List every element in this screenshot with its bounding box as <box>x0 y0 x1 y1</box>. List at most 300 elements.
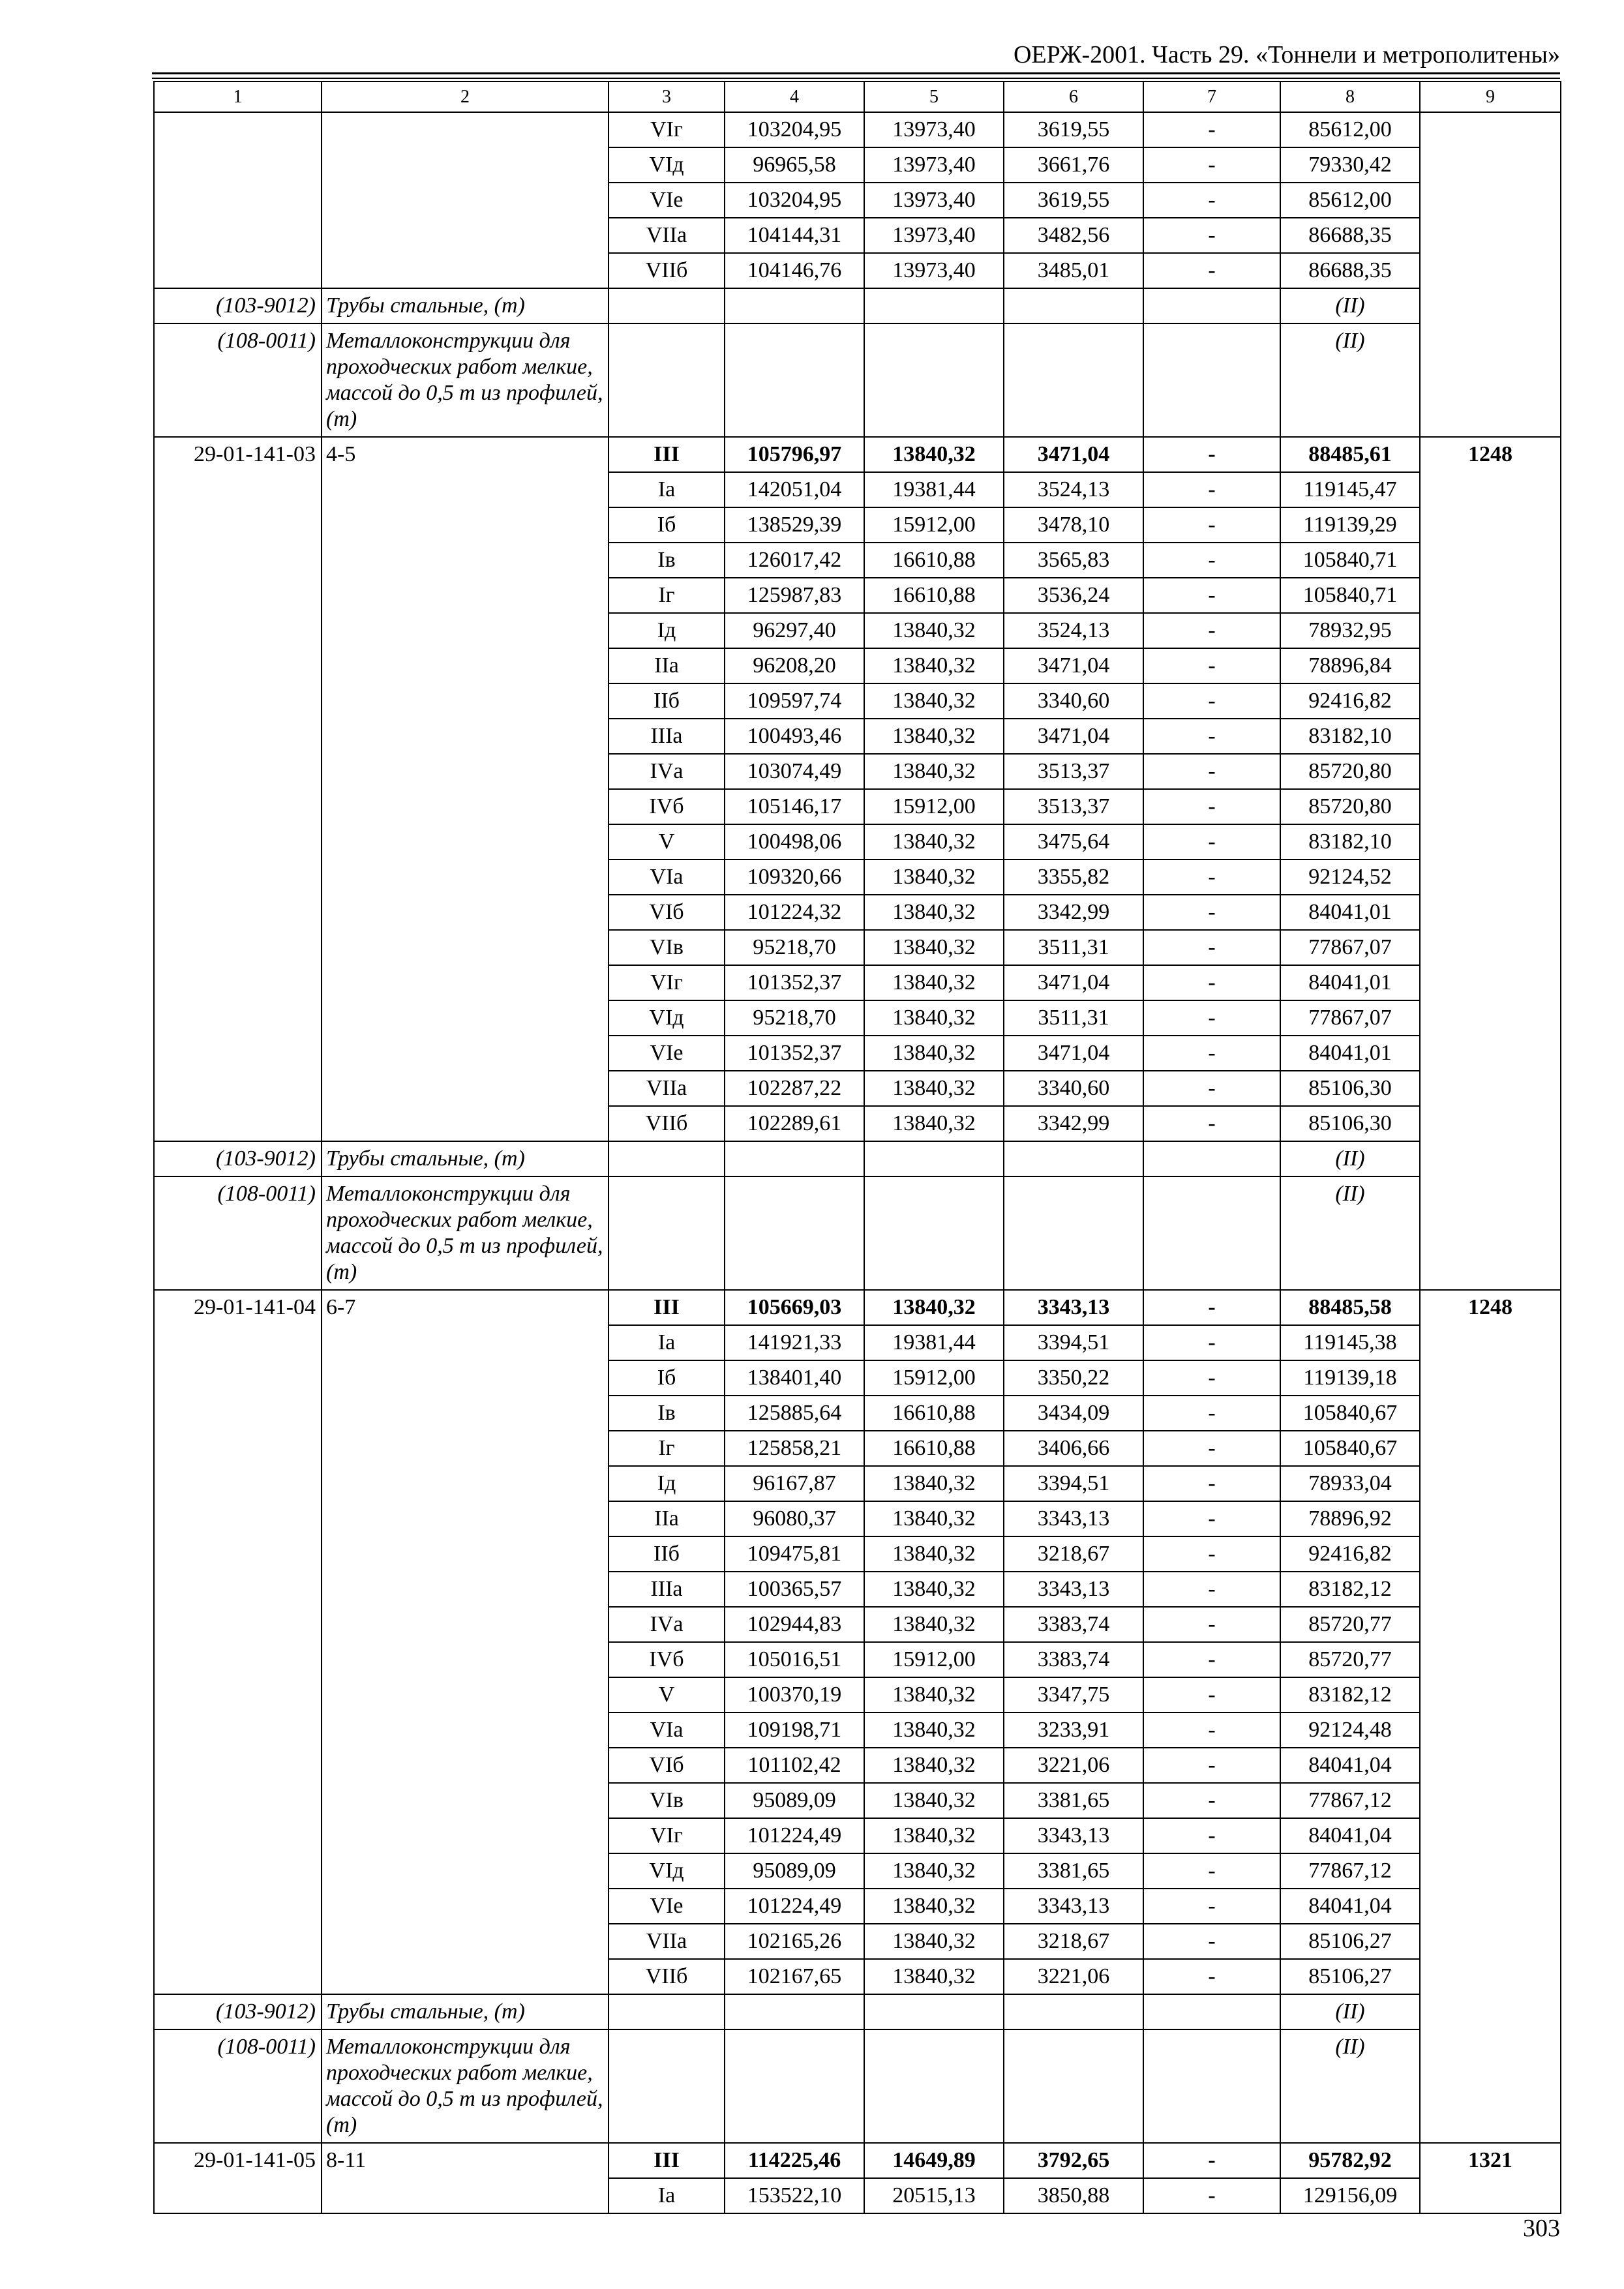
cell-c5: 13840,32 <box>864 1106 1004 1141</box>
cell-c8: 85720,77 <box>1280 1642 1420 1677</box>
cell-c5: 16610,88 <box>864 543 1004 578</box>
cell-c7: - <box>1143 1036 1280 1071</box>
cell-c8: 77867,12 <box>1280 1853 1420 1889</box>
column-number: 2 <box>322 82 609 112</box>
cell-c5: 13840,32 <box>864 1853 1004 1889</box>
cell-c3: V <box>609 824 725 860</box>
rate-code-cell: 29-01-141-05 <box>154 2143 322 2213</box>
cell-c5: 13840,32 <box>864 613 1004 648</box>
empty-cell <box>725 323 864 437</box>
cell-c6: 3343,13 <box>1004 1290 1143 1325</box>
cell-c5: 16610,88 <box>864 1396 1004 1431</box>
cell-c8: 86688,35 <box>1280 253 1420 288</box>
cell-c6: 3511,31 <box>1004 930 1143 965</box>
cell-c7: - <box>1143 472 1280 507</box>
cell-c3: VIг <box>609 965 725 1000</box>
cell-c5: 13840,32 <box>864 1959 1004 1994</box>
cell-c6: 3340,60 <box>1004 683 1143 719</box>
cell-c7: - <box>1143 1889 1280 1924</box>
cell-c8: 78896,84 <box>1280 648 1420 683</box>
cell-c4: 101224,49 <box>725 1818 864 1853</box>
cell-c4: 109475,81 <box>725 1536 864 1572</box>
header-rule-thin <box>152 78 1560 79</box>
material-col8: (II) <box>1280 1176 1420 1290</box>
cell-c5: 13840,32 <box>864 930 1004 965</box>
empty-cell <box>609 323 725 437</box>
cell-c5: 13840,32 <box>864 648 1004 683</box>
cell-c8: 79330,42 <box>1280 147 1420 183</box>
cell-c4: 142051,04 <box>725 472 864 507</box>
cell-c6: 3471,04 <box>1004 1036 1143 1071</box>
cell-c5: 13840,32 <box>864 1748 1004 1783</box>
cell-c7: - <box>1143 1642 1280 1677</box>
cell-c8: 78933,04 <box>1280 1466 1420 1501</box>
cell-c7: - <box>1143 1959 1280 1994</box>
cell-c5: 13840,32 <box>864 1818 1004 1853</box>
cell-c6: 3850,88 <box>1004 2178 1143 2213</box>
cell-c6: 3471,04 <box>1004 965 1143 1000</box>
cell-c6: 3513,37 <box>1004 754 1143 789</box>
cell-c8: 85720,80 <box>1280 789 1420 824</box>
material-name: Трубы стальные, (т) <box>322 288 609 323</box>
cell-c3: IVб <box>609 789 725 824</box>
column-number: 1 <box>154 82 322 112</box>
page-number: 303 <box>1523 2215 1560 2242</box>
cell-c8: 77867,07 <box>1280 930 1420 965</box>
cell-c5: 13840,32 <box>864 1572 1004 1607</box>
cell-c3: VIе <box>609 183 725 218</box>
empty-cell <box>1143 2029 1280 2143</box>
cell-c4: 109320,66 <box>725 860 864 895</box>
cell-c4: 102165,26 <box>725 1924 864 1959</box>
cell-c4: 101224,49 <box>725 1889 864 1924</box>
cell-c3: Iв <box>609 1396 725 1431</box>
cell-c5: 15912,00 <box>864 789 1004 824</box>
cell-c8: 83182,10 <box>1280 719 1420 754</box>
cell-c3: VIIа <box>609 1071 725 1106</box>
cell-c6: 3350,22 <box>1004 1360 1143 1396</box>
cell-c4: 103204,95 <box>725 183 864 218</box>
cell-c7: - <box>1143 683 1280 719</box>
cell-c7: - <box>1143 1677 1280 1713</box>
col9-cell: 1248 <box>1420 437 1561 1290</box>
cell-c3: IIIа <box>609 1572 725 1607</box>
rate-name-cell: 8-11 <box>322 2143 609 2213</box>
cell-c5: 13840,32 <box>864 683 1004 719</box>
cell-c3: III <box>609 1290 725 1325</box>
cell-c8: 92416,82 <box>1280 1536 1420 1572</box>
cell-c4: 102944,83 <box>725 1607 864 1642</box>
cell-c5: 19381,44 <box>864 472 1004 507</box>
cell-c6: 3342,99 <box>1004 895 1143 930</box>
cell-c3: VIг <box>609 112 725 147</box>
cell-c4: 103074,49 <box>725 754 864 789</box>
cell-c6: 3475,64 <box>1004 824 1143 860</box>
cell-c3: Iа <box>609 2178 725 2213</box>
column-number: 5 <box>864 82 1004 112</box>
material-code: (108-0011) <box>154 2029 322 2143</box>
cell-c8: 77867,07 <box>1280 1000 1420 1036</box>
cell-c3: Iд <box>609 1466 725 1501</box>
cell-c4: 109597,74 <box>725 683 864 719</box>
cell-c8: 84041,01 <box>1280 895 1420 930</box>
cell-c6: 3394,51 <box>1004 1325 1143 1360</box>
cell-c4: 102167,65 <box>725 1959 864 1994</box>
cell-c5: 13973,40 <box>864 112 1004 147</box>
cell-c4: 95218,70 <box>725 1000 864 1036</box>
cell-c8: 105840,67 <box>1280 1396 1420 1431</box>
rate-name-cell <box>322 112 609 288</box>
cell-c8: 85720,77 <box>1280 1607 1420 1642</box>
cell-c6: 3661,76 <box>1004 147 1143 183</box>
cell-c7: - <box>1143 2143 1280 2178</box>
cell-c6: 3343,13 <box>1004 1818 1143 1853</box>
cell-c4: 95218,70 <box>725 930 864 965</box>
column-number: 9 <box>1420 82 1561 112</box>
empty-cell <box>864 323 1004 437</box>
cell-c5: 13840,32 <box>864 1000 1004 1036</box>
cell-c4: 138529,39 <box>725 507 864 543</box>
material-note-row <box>154 1176 1561 1290</box>
cell-c4: 114225,46 <box>725 2143 864 2178</box>
cell-c6: 3406,66 <box>1004 1431 1143 1466</box>
cell-c3: Iа <box>609 472 725 507</box>
cell-c5: 13840,32 <box>864 1783 1004 1818</box>
cell-c4: 96080,37 <box>725 1501 864 1536</box>
empty-cell <box>725 2029 864 2143</box>
cell-c6: 3343,13 <box>1004 1572 1143 1607</box>
cell-c8: 83182,10 <box>1280 824 1420 860</box>
cell-c8: 84041,01 <box>1280 1036 1420 1071</box>
table-row <box>154 112 1561 147</box>
cell-c8: 105840,67 <box>1280 1431 1420 1466</box>
material-name: Металлоконструкции для проходческих работ мелкие, массой до 0,5 т из профилей, (т) <box>322 2029 609 2143</box>
cell-c5: 13840,32 <box>864 1924 1004 1959</box>
cell-c8: 88485,61 <box>1280 437 1420 472</box>
cell-c6: 3394,51 <box>1004 1466 1143 1501</box>
empty-cell <box>1004 1141 1143 1176</box>
table-row <box>154 2143 1561 2178</box>
cell-c5: 13840,32 <box>864 1290 1004 1325</box>
cell-c4: 96297,40 <box>725 613 864 648</box>
cell-c4: 95089,09 <box>725 1783 864 1818</box>
cell-c6: 3471,04 <box>1004 719 1143 754</box>
empty-cell <box>1143 1141 1280 1176</box>
cell-c7: - <box>1143 895 1280 930</box>
cell-c5: 13973,40 <box>864 147 1004 183</box>
cell-c3: Iа <box>609 1325 725 1360</box>
cell-c5: 13973,40 <box>864 253 1004 288</box>
table-row <box>154 1290 1561 1325</box>
cell-c6: 3482,56 <box>1004 218 1143 253</box>
cell-c6: 3381,65 <box>1004 1853 1143 1889</box>
cell-c6: 3513,37 <box>1004 789 1143 824</box>
table-row <box>154 437 1561 472</box>
cell-c7: - <box>1143 1924 1280 1959</box>
material-name: Металлоконструкции для проходческих работ мелкие, массой до 0,5 т из профилей, (т) <box>322 1176 609 1290</box>
cell-c6: 3511,31 <box>1004 1000 1143 1036</box>
cell-c4: 101102,42 <box>725 1748 864 1783</box>
header-rule <box>152 72 1560 74</box>
cell-c5: 13840,32 <box>864 895 1004 930</box>
cell-c4: 95089,09 <box>725 1853 864 1889</box>
cell-c5: 13840,32 <box>864 1889 1004 1924</box>
empty-cell <box>725 288 864 323</box>
cell-c7: - <box>1143 1431 1280 1466</box>
cell-c7: - <box>1143 1818 1280 1853</box>
cell-c8: 83182,12 <box>1280 1677 1420 1713</box>
cell-c6: 3218,67 <box>1004 1536 1143 1572</box>
material-col8: (II) <box>1280 1994 1420 2029</box>
empty-cell <box>1004 2029 1143 2143</box>
cell-c6: 3383,74 <box>1004 1607 1143 1642</box>
cell-c4: 103204,95 <box>725 112 864 147</box>
empty-cell <box>1143 288 1280 323</box>
price-table <box>153 81 1561 2214</box>
material-col8: (II) <box>1280 1141 1420 1176</box>
column-number: 7 <box>1143 82 1280 112</box>
cell-c8: 92416,82 <box>1280 683 1420 719</box>
cell-c5: 20515,13 <box>864 2178 1004 2213</box>
empty-cell <box>1143 1176 1280 1290</box>
cell-c8: 92124,48 <box>1280 1713 1420 1748</box>
cell-c7: - <box>1143 578 1280 613</box>
cell-c8: 88485,58 <box>1280 1290 1420 1325</box>
cell-c6: 3340,60 <box>1004 1071 1143 1106</box>
cell-c7: - <box>1143 930 1280 965</box>
cell-c3: VIIа <box>609 1924 725 1959</box>
cell-c7: - <box>1143 1106 1280 1141</box>
cell-c3: VIе <box>609 1036 725 1071</box>
cell-c8: 78896,92 <box>1280 1501 1420 1536</box>
cell-c6: 3471,04 <box>1004 437 1143 472</box>
cell-c4: 101352,37 <box>725 965 864 1000</box>
cell-c6: 3381,65 <box>1004 1783 1143 1818</box>
material-col8: (II) <box>1280 323 1420 437</box>
empty-cell <box>609 2029 725 2143</box>
cell-c6: 3619,55 <box>1004 183 1143 218</box>
column-number: 6 <box>1004 82 1143 112</box>
cell-c6: 3565,83 <box>1004 543 1143 578</box>
cell-c4: 96965,58 <box>725 147 864 183</box>
cell-c4: 100498,06 <box>725 824 864 860</box>
cell-c3: Iг <box>609 578 725 613</box>
column-number-row <box>154 82 1561 112</box>
material-code: (103-9012) <box>154 1141 322 1176</box>
cell-c7: - <box>1143 754 1280 789</box>
cell-c5: 13973,40 <box>864 218 1004 253</box>
cell-c5: 13840,32 <box>864 860 1004 895</box>
cell-c3: VIб <box>609 895 725 930</box>
cell-c5: 16610,88 <box>864 578 1004 613</box>
cell-c7: - <box>1143 860 1280 895</box>
cell-c6: 3343,13 <box>1004 1889 1143 1924</box>
empty-cell <box>725 1176 864 1290</box>
empty-cell <box>864 2029 1004 2143</box>
cell-c4: 101352,37 <box>725 1036 864 1071</box>
cell-c8: 119139,29 <box>1280 507 1420 543</box>
cell-c3: VIв <box>609 1783 725 1818</box>
cell-c8: 92124,52 <box>1280 860 1420 895</box>
cell-c5: 13840,32 <box>864 1677 1004 1713</box>
column-number: 8 <box>1280 82 1420 112</box>
cell-c5: 13973,40 <box>864 183 1004 218</box>
cell-c3: VIа <box>609 1713 725 1748</box>
cell-c8: 105840,71 <box>1280 543 1420 578</box>
cell-c7: - <box>1143 719 1280 754</box>
cell-c3: IVа <box>609 754 725 789</box>
material-col8: (II) <box>1280 2029 1420 2143</box>
cell-c3: Iд <box>609 613 725 648</box>
cell-c8: 85106,30 <box>1280 1106 1420 1141</box>
cell-c5: 14649,89 <box>864 2143 1004 2178</box>
cell-c5: 13840,32 <box>864 1536 1004 1572</box>
empty-cell <box>1143 1994 1280 2029</box>
col9-cell: 1321 <box>1420 2143 1561 2213</box>
cell-c4: 109198,71 <box>725 1713 864 1748</box>
cell-c3: IIб <box>609 1536 725 1572</box>
cell-c7: - <box>1143 1501 1280 1536</box>
rate-code-cell: 29-01-141-04 <box>154 1290 322 1994</box>
cell-c3: IIа <box>609 1501 725 1536</box>
cell-c7: - <box>1143 1325 1280 1360</box>
column-number: 4 <box>725 82 864 112</box>
cell-c7: - <box>1143 1853 1280 1889</box>
cell-c4: 125885,64 <box>725 1396 864 1431</box>
cell-c3: IVб <box>609 1642 725 1677</box>
cell-c4: 141921,33 <box>725 1325 864 1360</box>
cell-c3: V <box>609 1677 725 1713</box>
cell-c5: 13840,32 <box>864 1713 1004 1748</box>
cell-c6: 3524,13 <box>1004 472 1143 507</box>
cell-c3: VIе <box>609 1889 725 1924</box>
empty-cell <box>1004 1176 1143 1290</box>
cell-c6: 3355,82 <box>1004 860 1143 895</box>
cell-c3: Iб <box>609 507 725 543</box>
cell-c6: 3619,55 <box>1004 112 1143 147</box>
cell-c5: 13840,32 <box>864 437 1004 472</box>
cell-c8: 85612,00 <box>1280 183 1420 218</box>
cell-c8: 84041,04 <box>1280 1748 1420 1783</box>
cell-c5: 13840,32 <box>864 754 1004 789</box>
cell-c7: - <box>1143 1536 1280 1572</box>
cell-c8: 85612,00 <box>1280 112 1420 147</box>
cell-c3: IIа <box>609 648 725 683</box>
cell-c7: - <box>1143 147 1280 183</box>
cell-c5: 13840,32 <box>864 1071 1004 1106</box>
cell-c6: 3792,65 <box>1004 2143 1143 2178</box>
cell-c8: 77867,12 <box>1280 1783 1420 1818</box>
empty-cell <box>864 1176 1004 1290</box>
cell-c3: VIб <box>609 1748 725 1783</box>
cell-c4: 138401,40 <box>725 1360 864 1396</box>
cell-c8: 129156,09 <box>1280 2178 1420 2213</box>
material-note-row <box>154 1141 1561 1176</box>
cell-c7: - <box>1143 1607 1280 1642</box>
empty-cell <box>725 1141 864 1176</box>
cell-c3: VIIб <box>609 253 725 288</box>
cell-c8: 95782,92 <box>1280 2143 1420 2178</box>
cell-c7: - <box>1143 543 1280 578</box>
empty-cell <box>609 1141 725 1176</box>
cell-c7: - <box>1143 1748 1280 1783</box>
cell-c5: 15912,00 <box>864 1360 1004 1396</box>
material-name: Металлоконструкции для проходческих работ мелкие, массой до 0,5 т из профилей, (т) <box>322 323 609 437</box>
cell-c3: Iг <box>609 1431 725 1466</box>
cell-c3: VIг <box>609 1818 725 1853</box>
cell-c3: VIIб <box>609 1959 725 1994</box>
cell-c6: 3536,24 <box>1004 578 1143 613</box>
cell-c4: 125987,83 <box>725 578 864 613</box>
cell-c6: 3343,13 <box>1004 1501 1143 1536</box>
col9-cell: 1248 <box>1420 1290 1561 2143</box>
cell-c8: 85106,30 <box>1280 1071 1420 1106</box>
cell-c5: 13840,32 <box>864 965 1004 1000</box>
cell-c6: 3233,91 <box>1004 1713 1143 1748</box>
cell-c4: 125858,21 <box>725 1431 864 1466</box>
cell-c7: - <box>1143 1071 1280 1106</box>
cell-c6: 3485,01 <box>1004 253 1143 288</box>
empty-cell <box>864 288 1004 323</box>
cell-c8: 84041,01 <box>1280 965 1420 1000</box>
cell-c5: 13840,32 <box>864 824 1004 860</box>
cell-c7: - <box>1143 507 1280 543</box>
material-code: (103-9012) <box>154 1994 322 2029</box>
cell-c4: 105669,03 <box>725 1290 864 1325</box>
material-note-row <box>154 323 1561 437</box>
cell-c4: 126017,42 <box>725 543 864 578</box>
cell-c7: - <box>1143 1572 1280 1607</box>
cell-c4: 101224,32 <box>725 895 864 930</box>
cell-c7: - <box>1143 1466 1280 1501</box>
cell-c4: 153522,10 <box>725 2178 864 2213</box>
empty-cell <box>1004 1994 1143 2029</box>
cell-c6: 3471,04 <box>1004 648 1143 683</box>
cell-c3: VIIб <box>609 1106 725 1141</box>
material-code: (108-0011) <box>154 1176 322 1290</box>
cell-c3: VIIа <box>609 218 725 253</box>
cell-c7: - <box>1143 2178 1280 2213</box>
cell-c3: IVа <box>609 1607 725 1642</box>
cell-c8: 86688,35 <box>1280 218 1420 253</box>
page-header-title: ОЕРЖ-2001. Часть 29. «Тоннели и метрополитены» <box>1013 41 1560 68</box>
cell-c3: III <box>609 437 725 472</box>
empty-cell <box>1004 288 1143 323</box>
cell-c7: - <box>1143 613 1280 648</box>
cell-c3: III <box>609 2143 725 2178</box>
cell-c7: - <box>1143 183 1280 218</box>
cell-c6: 3347,75 <box>1004 1677 1143 1713</box>
material-col8: (II) <box>1280 288 1420 323</box>
cell-c7: - <box>1143 1396 1280 1431</box>
cell-c7: - <box>1143 789 1280 824</box>
cell-c6: 3524,13 <box>1004 613 1143 648</box>
material-name: Трубы стальные, (т) <box>322 1994 609 2029</box>
cell-c4: 104146,76 <box>725 253 864 288</box>
col9-cell <box>1420 112 1561 437</box>
cell-c3: VIд <box>609 147 725 183</box>
cell-c7: - <box>1143 648 1280 683</box>
cell-c6: 3342,99 <box>1004 1106 1143 1141</box>
material-code: (103-9012) <box>154 288 322 323</box>
cell-c7: - <box>1143 1360 1280 1396</box>
cell-c4: 102289,61 <box>725 1106 864 1141</box>
cell-c3: VIа <box>609 860 725 895</box>
empty-cell <box>609 288 725 323</box>
cell-c8: 85106,27 <box>1280 1959 1420 1994</box>
cell-c8: 119145,47 <box>1280 472 1420 507</box>
cell-c8: 84041,04 <box>1280 1889 1420 1924</box>
